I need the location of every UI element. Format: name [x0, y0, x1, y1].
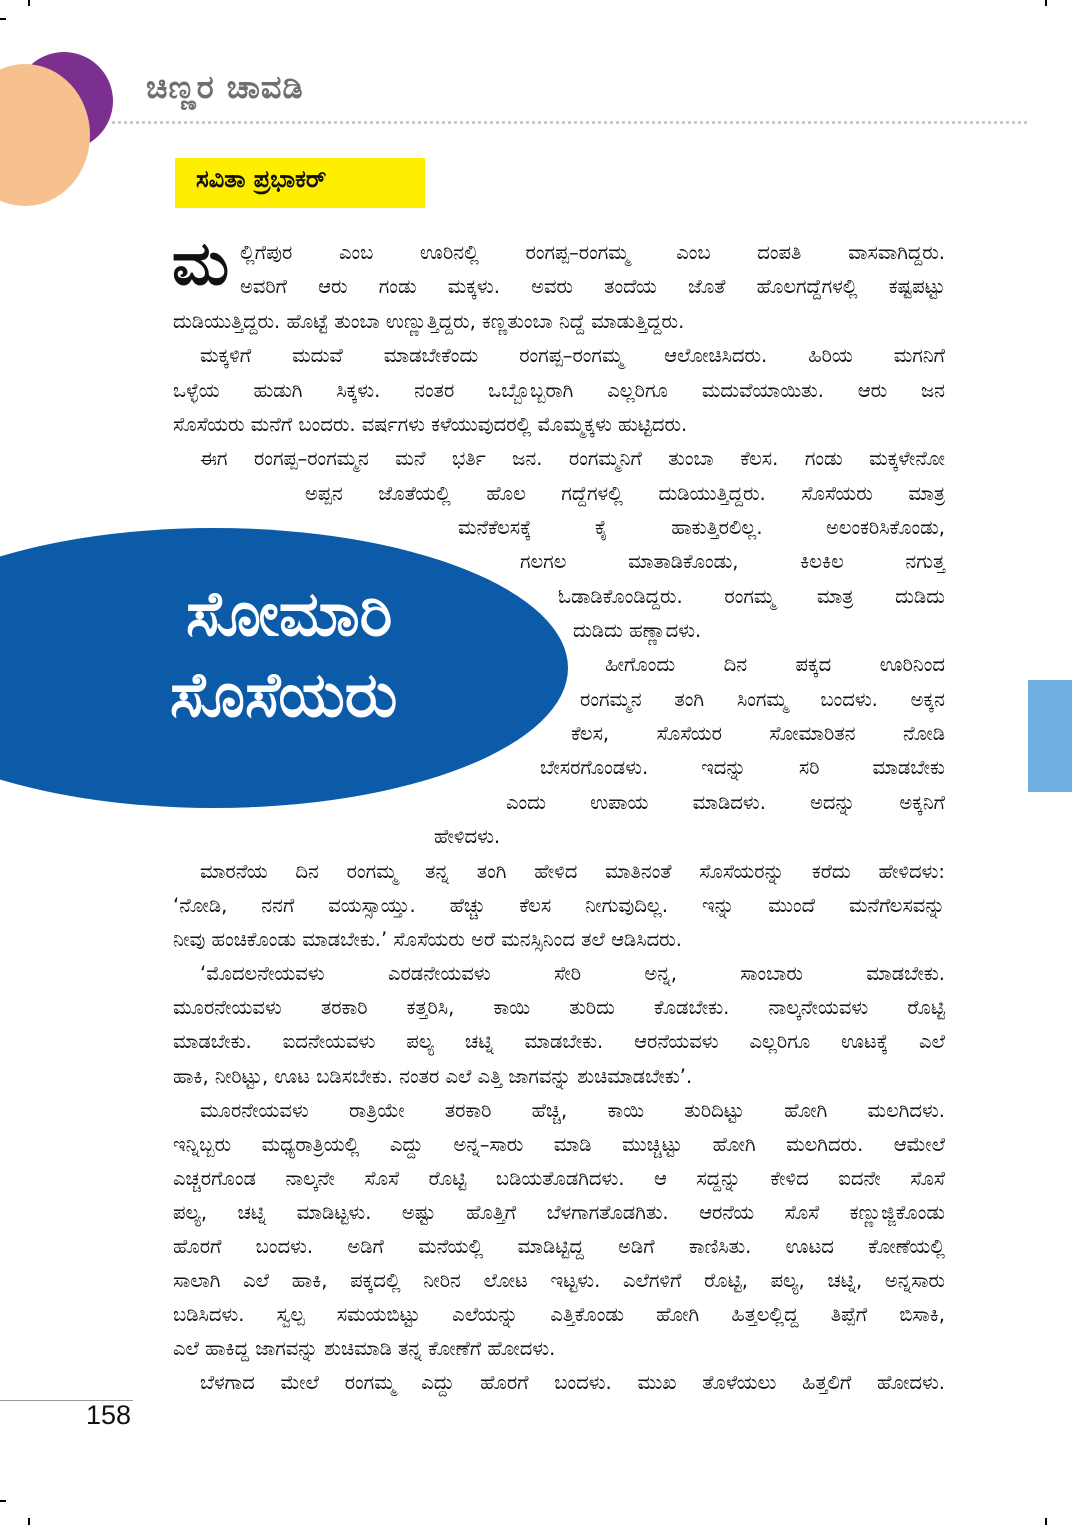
story-line: ಹೀಗೊಂದು ದಿನ ಪಕ್ಕದ ಊರಿನಿಂದ	[605, 653, 945, 676]
crop-mark	[0, 1500, 6, 1502]
crop-mark	[28, 0, 30, 6]
story-line: ಸಾಲಾಗಿ ಎಲೆ ಹಾಕಿ, ಪಕ್ಕದಲ್ಲಿ ನೀರಿನ ಲೋಟ ಇಟ್ಟಳು. ಎಲೆಗಳಿಗೆ ರೊಟ್ಟಿ, ಪಲ್ಯ, ಚಟ್ನಿ, ಅನ್ನಸಾರು	[173, 1269, 945, 1292]
story-line: ಎಲೆ ಹಾಕಿದ್ದ ಜಾಗವನ್ನು ಶುಚಿಮಾಡಿ ತನ್ನ ಕೋಣೆಗೆ ಹೋದಳು.	[173, 1337, 556, 1360]
crop-mark	[28, 1518, 30, 1525]
drop-cap: ಮ	[172, 229, 230, 299]
story-line: ಸೊಸೆಯರು ಮನೆಗೆ ಬಂದರು. ವರ್ಷಗಳು ಕಳೆಯುವುದರಲ್ಲಿ ಮೊಮ್ಮಕ್ಕಳು ಹುಟ್ಟಿದರು.	[173, 413, 688, 436]
story-line: ‘ನೋಡಿ, ನನಗೆ ವಯಸ್ಸಾಯ್ತು. ಹೆಚ್ಚು ಕೆಲಸ ನೀಗುವುದಿಲ್ಲ. ಇನ್ನು ಮುಂದೆ ಮನೆಗೆಲಸವನ್ನು	[173, 894, 945, 917]
story-line: ಬಡಿಸಿದಳು. ಸ್ವಲ್ಪ ಸಮಯಬಿಟ್ಟು ಎಲೆಯನ್ನು ಎತ್ತಿಕೊಂಡು ಹೋಗಿ ಹಿತ್ತಲಲ್ಲಿದ್ದ ತಿಪ್ಪೆಗೆ ಬಿಸಾಕಿ,	[173, 1303, 945, 1326]
story-line: ಬೆಳಗಾದ ಮೇಲೆ ರಂಗಮ್ಮ ಎದ್ದು ಹೊರಗೆ ಬಂದಳು. ಮುಖ ತೊಳೆಯಲು ಹಿತ್ತಲಿಗೆ ಹೋದಳು.	[200, 1371, 945, 1394]
story-line: ಮಕ್ಕಳಿಗೆ ಮದುವೆ ಮಾಡಬೇಕೆಂದು ರಂಗಪ್ಪ–ರಂಗಮ್ಮ ಆಲೋಚಿಸಿದರು. ಹಿರಿಯ ಮಗನಿಗೆ	[200, 344, 945, 367]
crop-mark	[0, 18, 6, 20]
story-line: ರಂಗಮ್ಮನ ತಂಗಿ ಸಿಂಗಮ್ಮ ಬಂದಳು. ಅಕ್ಕನ	[580, 688, 945, 711]
story-line: ಹಾಕಿ, ನೀರಿಟ್ಟು, ಊಟ ಬಡಿಸಬೇಕು. ನಂತರ ಎಲೆ ಎತ್ತಿ ಜಾಗವನ್ನು ಶುಚಿಮಾಡಬೇಕು’.	[173, 1065, 693, 1088]
story-line: ನೀವು ಹಂಚಿಕೊಂಡು ಮಾಡಬೇಕು.’ ಸೊಸೆಯರು ಅರೆ ಮನಸ್ಸಿನಿಂದ ತಲೆ ಆಡಿಸಿದರು.	[173, 928, 682, 951]
story-line: ಮಾರನೆಯ ದಿನ ರಂಗಮ್ಮ ತನ್ನ ತಂಗಿ ಹೇಳಿದ ಮಾತಿನಂತೆ ಸೊಸೆಯರನ್ನು ಕರೆದು ಹೇಳಿದಳು:	[200, 860, 945, 883]
story-line: ಅಪ್ಪನ ಜೊತೆಯಲ್ಲಿ ಹೊಲ ಗದ್ದೆಗಳಲ್ಲಿ ದುಡಿಯುತ್ತಿದ್ದರು. ಸೊಸೆಯರು ಮಾತ್ರ	[305, 482, 945, 505]
story-line: ಹೇಳಿದಳು.	[434, 825, 501, 848]
story-line: ಗಲಗಲ ಮಾತಾಡಿಕೊಂಡು, ಕಿಲಕಿಲ ನಗುತ್ತ	[520, 550, 945, 573]
story-line: ದುಡಿದು ಹಣ್ಣಾದಳು.	[573, 619, 702, 642]
story-line: ಓಡಾಡಿಕೊಂಡಿದ್ದರು. ರಂಗಮ್ಮ ಮಾತ್ರ ದುಡಿದು	[558, 585, 945, 608]
story-line: ಕೆಲಸ, ಸೊಸೆಯರ ಸೋಮಾರಿತನ ನೋಡಿ	[571, 722, 945, 745]
crop-mark	[1045, 0, 1047, 6]
story-line: ಈಗ ರಂಗಪ್ಪ–ರಂಗಮ್ಮನ ಮನೆ ಭರ್ತಿ ಜನ. ರಂಗಮ್ಮನಿಗೆ ತುಂಬಾ ಕೆಲಸ. ಗಂಡು ಮಕ್ಕಳೇನೋ	[200, 447, 945, 470]
story-line: ‘ಮೊದಲನೇಯವಳು ಎರಡನೇಯವಳು ಸೇರಿ ಅನ್ನ, ಸಾಂಬಾರು ಮಾಡಬೇಕು.	[200, 962, 945, 985]
story-line: ಮನೆಕೆಲಸಕ್ಕೆ ಕೈ ಹಾಕುತ್ತಿರಲಿಲ್ಲ. ಅಲಂಕರಿಸಿಕೊಂಡು,	[458, 516, 945, 539]
story-line: ಎಂದು ಉಪಾಯ ಮಾಡಿದಳು. ಅದನ್ನು ಅಕ್ಕನಿಗೆ	[506, 791, 945, 814]
header-dotted-rule	[112, 121, 1027, 124]
story-line: ದುಡಿಯುತ್ತಿದ್ದರು. ಹೊಟ್ಟೆ ತುಂಬಾ ಉಣ್ಣುತ್ತಿದ್ದರು, ಕಣ್ಣತುಂಬಾ ನಿದ್ದೆ ಮಾಡುತ್ತಿದ್ದರು.	[173, 310, 685, 333]
story-title-line-1: ಸೋಮಾರಿ	[186, 577, 393, 650]
story-line: ಇನ್ನಿಬ್ಬರು ಮಧ್ಯರಾತ್ರಿಯಲ್ಲಿ ಎದ್ದು ಅನ್ನ–ಸಾರು ಮಾಡಿ ಮುಚ್ಚಿಟ್ಟು ಹೋಗಿ ಮಲಗಿದರು. ಆಮೇಲೆ	[173, 1133, 945, 1156]
story-line: ಅವರಿಗೆ ಆರು ಗಂಡು ಮಕ್ಕಳು. ಅವರು ತಂದೆಯ ಜೊತೆ ಹೊಲಗದ್ದೆಗಳಲ್ಲಿ ಕಷ್ಟಪಟ್ಟು	[240, 275, 945, 298]
section-title: ಚಿಣ್ಣರ ಚಾವಡಿ	[146, 68, 304, 106]
crop-mark	[1045, 1518, 1047, 1525]
story-line: ಹೊರಗೆ ಬಂದಳು. ಅಡಿಗೆ ಮನೆಯಲ್ಲಿ ಮಾಡಿಟ್ಟಿದ್ದ ಅಡಿಗೆ ಕಾಣಿಸಿತು. ಊಟದ ಕೋಣೆಯಲ್ಲಿ	[173, 1235, 945, 1258]
story-line: ಒಳ್ಳೆಯ ಹುಡುಗಿ ಸಿಕ್ಕಳು. ನಂತರ ಒಬ್ಬೊಬ್ಬರಾಗಿ ಎಲ್ಲರಿಗೂ ಮದುವೆಯಾಯಿತು. ಆರು ಜನ	[173, 379, 945, 402]
author-name: ಸವಿತಾ ಪ್ರಭಾಕರ್	[196, 165, 327, 193]
page-number: 158	[86, 1400, 132, 1430]
story-line: ಮಾಡಬೇಕು. ಐದನೇಯವಳು ಪಲ್ಯ ಚಟ್ನಿ ಮಾಡಬೇಕು. ಆರನೆಯವಳು ಎಲ್ಲರಿಗೂ ಊಟಕ್ಕೆ ಎಲೆ	[173, 1030, 945, 1053]
side-color-tab	[1028, 680, 1072, 792]
story-line: ಪಲ್ಯ, ಚಟ್ನಿ ಮಾಡಿಟ್ಟಳು. ಅಷ್ಟು ಹೊತ್ತಿಗೆ ಬೆಳಗಾಗತೊಡಗಿತು. ಆರನೆಯ ಸೊಸೆ ಕಣ್ಣುಜ್ಜಿಕೊಂಡು	[173, 1201, 945, 1224]
story-line: ಎಚ್ಚರಗೊಂಡ ನಾಲ್ಕನೇ ಸೊಸೆ ರೊಟ್ಟಿ ಬಡಿಯತೊಡಗಿದಳು. ಆ ಸದ್ದನ್ನು ಕೇಳಿದ ಐದನೇ ಸೊಸೆ	[173, 1167, 945, 1190]
story-title-line-2: ಸೊಸೆಯರು	[170, 658, 398, 731]
story-line: ಮೂರನೇಯವಳು ರಾತ್ರಿಯೇ ತರಕಾರಿ ಹೆಚ್ಚಿ, ಕಾಯಿ ತುರಿದಿಟ್ಟು ಹೋಗಿ ಮಲಗಿದಳು.	[200, 1099, 945, 1122]
story-line: ಮೂರನೇಯವಳು ತರಕಾರಿ ಕತ್ತರಿಸಿ, ಕಾಯಿ ತುರಿದು ಕೊಡಬೇಕು. ನಾಲ್ಕನೇಯವಳು ರೊಟ್ಟಿ	[173, 996, 945, 1019]
story-line: ಲ್ಲಿಗೆಪುರ ಎಂಬ ಊರಿನಲ್ಲಿ ರಂಗಪ್ಪ–ರಂಗಮ್ಮ ಎಂಬ ದಂಪತಿ ವಾಸವಾಗಿದ್ದರು.	[240, 241, 945, 264]
story-line: ಬೇಸರಗೊಂಡಳು. ಇದನ್ನು ಸರಿ ಮಾಡಬೇಕು	[540, 756, 945, 779]
